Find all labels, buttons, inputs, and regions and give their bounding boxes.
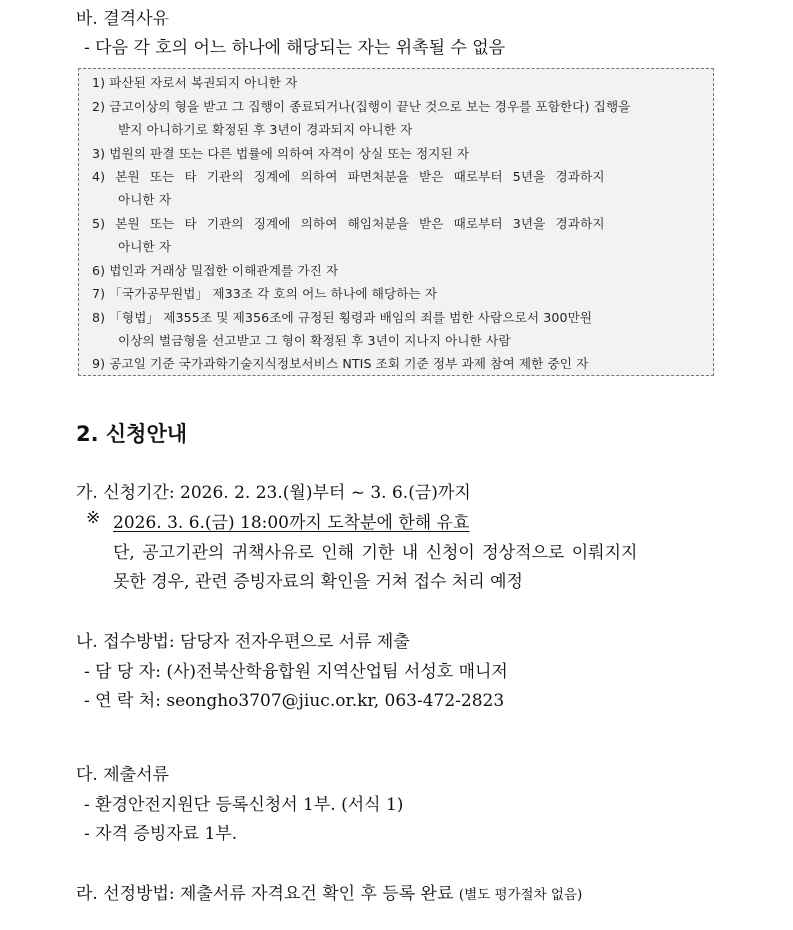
selection-line bbox=[76, 879, 582, 904]
selection-note: (별도 평가절차 없음) bbox=[458, 887, 583, 903]
disqualification-heading: 바. 결격사유 bbox=[76, 9, 169, 29]
list-item: - 환경안전지원단 등록신청서 1부. (서식 1) bbox=[84, 795, 404, 815]
period-line: 가. 신청기간: 2026. 2. 23.(월)부터 ~ 3. 6.(금)까지 bbox=[76, 483, 471, 503]
note-mark-icon: ※ bbox=[86, 508, 101, 528]
list-item: 아니한 자 bbox=[118, 192, 172, 207]
list-item: - 자격 증빙자료 1부. bbox=[84, 824, 238, 844]
list-item: 이상의 벌금형을 선고받고 그 형이 확정된 후 3년이 지나지 아니한 사람 bbox=[118, 333, 511, 348]
contact-person: - 담 당 자: (사)전북산학융합원 지역산업팀 서성호 매니저 bbox=[84, 662, 508, 682]
list-item: 7) 「국가공무원법」 제33조 각 호의 어느 하나에 해당하는 자 bbox=[92, 286, 438, 301]
deadline-detail: 단, 공고기관의 귀책사유로 인해 기한 내 신청이 정상적으로 이뤄지지 bbox=[113, 543, 638, 563]
section-title: 2. 신청안내 bbox=[76, 422, 188, 446]
list-item: 5) 본원 또는 타 기관의 징계에 의하여 해임처분을 받은 때로부터 3년을 경과하지 bbox=[92, 216, 605, 231]
deadline-note: 2026. 3. 6.(금) 18:00까지 도착분에 한해 유효 bbox=[113, 513, 470, 533]
list-item: 2) 금고이상의 형을 받고 그 집행이 종료되거나(집행이 끝난 것으로 보는 경우를 포함한다) 집행을 bbox=[92, 99, 631, 114]
list-item: 4) 본원 또는 타 기관의 징계에 의하여 파면처분을 받은 때로부터 5년을 경과하지 bbox=[92, 169, 605, 184]
documents-heading: 다. 제출서류 bbox=[76, 765, 169, 785]
disqualification-intro: - 다음 각 호의 어느 하나에 해당되는 자는 위촉될 수 없음 bbox=[84, 38, 506, 58]
list-item: 아니한 자 bbox=[118, 239, 172, 254]
list-item: 6) 법인과 거래상 밀접한 이해관계를 가진 자 bbox=[92, 263, 339, 278]
deadline-detail: 못한 경우, 관련 증빙자료의 확인을 거쳐 접수 처리 예정 bbox=[113, 572, 523, 592]
list-item: 9) 공고일 기준 국가과학기술지식정보서비스 NTIS 조회 기준 정부 과제 참여 제한 중인 자 bbox=[92, 356, 589, 371]
list-item: 받지 아니하기로 확정된 후 3년이 경과되지 아니한 자 bbox=[118, 122, 413, 137]
list-item: 3) 법원의 판결 또는 다른 법률에 의하여 자격이 상실 또는 정지된 자 bbox=[92, 146, 470, 161]
list-item: 1) 파산된 자로서 복권되지 아니한 자 bbox=[92, 75, 298, 90]
selection-text: 라. 선정방법: 제출서류 자격요건 확인 후 등록 완료 bbox=[76, 884, 454, 904]
contact-info[interactable]: - 연 락 처: seongho3707@jiuc.or.kr, 063-472-2823 bbox=[84, 691, 505, 711]
method-line: 나. 접수방법: 담당자 전자우편으로 서류 제출 bbox=[76, 632, 410, 652]
list-item: 8) 「형법」 제355조 및 제356조에 규정된 횡령과 배임의 죄를 범한 사람으로서 300만원 bbox=[92, 310, 593, 325]
